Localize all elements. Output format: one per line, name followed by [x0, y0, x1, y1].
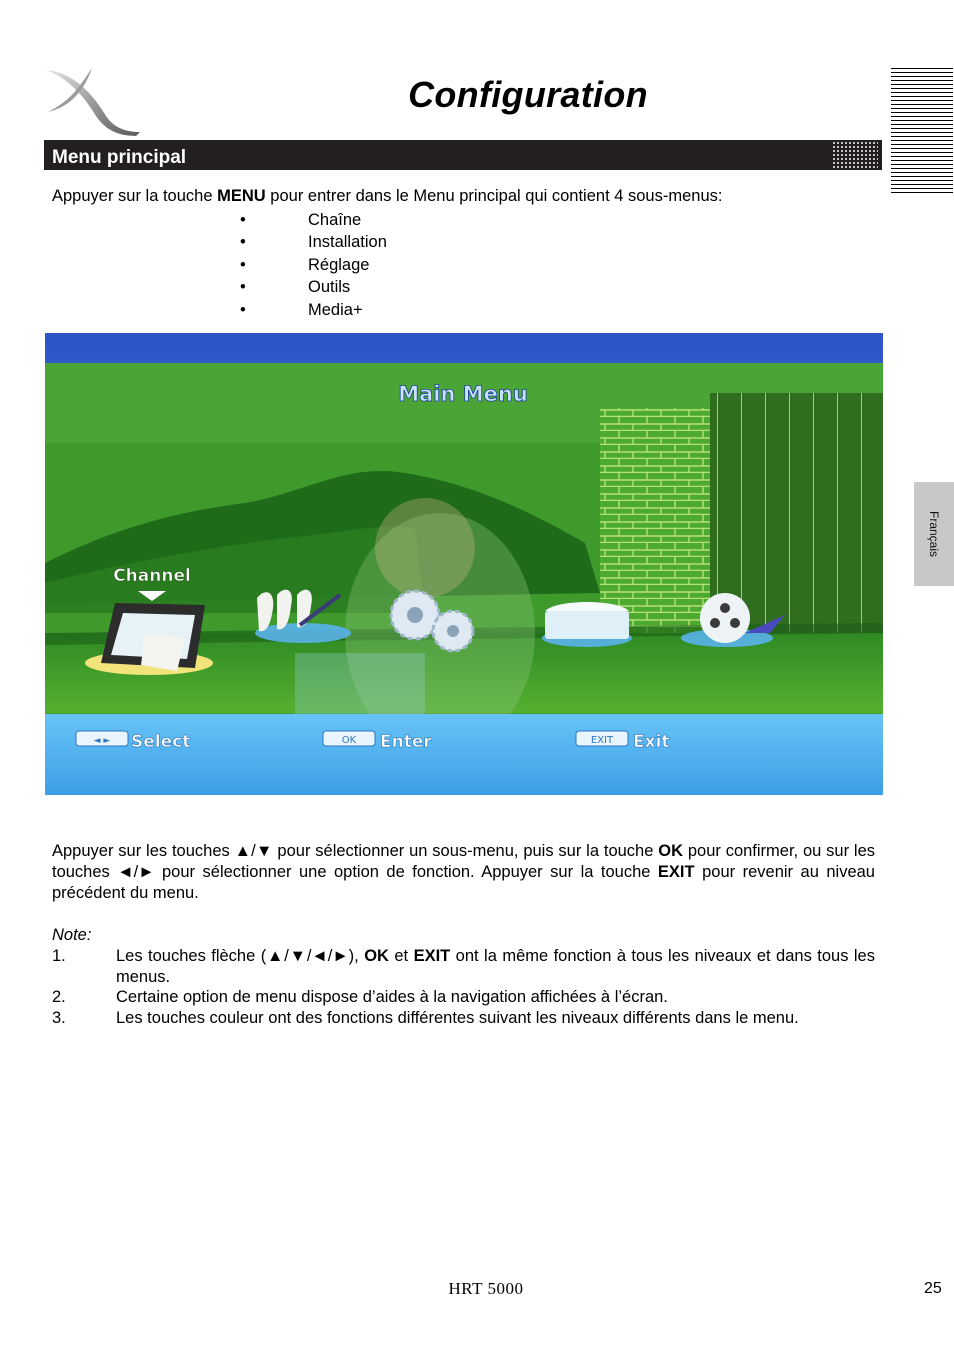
- ok-key-text: OK: [658, 842, 683, 860]
- bullet: •: [240, 211, 246, 229]
- header-stripes: [891, 68, 953, 196]
- note-label: Note:: [52, 926, 92, 944]
- intro-text: pour entrer dans le Menu principal qui contient 4 sous-menus:: [265, 187, 723, 205]
- intro-text: Appuyer sur la touche: [52, 187, 218, 205]
- note-text: [116, 946, 875, 987]
- list-item-label: Installation: [308, 233, 387, 252]
- ok-key-text: OK: [364, 947, 389, 965]
- note-number: 1.: [52, 947, 66, 965]
- note-text: Les touches couleur ont des fonctions différentes suivant les niveaux différents dans le menu.: [116, 1009, 799, 1027]
- description-text: pour revenir au niveau précédent du menu.: [52, 863, 875, 902]
- description-paragraph: [52, 841, 875, 904]
- note-text-part: ont la même fonction à tous les niveaux et dans tous les menus.: [116, 947, 875, 986]
- footer-model: HRT 5000: [448, 1279, 524, 1298]
- menu-key: MENU: [217, 187, 266, 205]
- halftone-pattern: [832, 141, 878, 169]
- section-title: Menu principal: [52, 147, 187, 168]
- bullet: •: [240, 300, 246, 319]
- exit-label: Exit: [633, 732, 670, 752]
- exit-key: EXIT: [590, 735, 614, 746]
- note-text-part: et: [388, 947, 414, 965]
- select-label: Select: [131, 732, 191, 752]
- selected-item-label: Channel: [113, 566, 191, 586]
- note-number: 3.: [52, 1009, 66, 1027]
- description-text: Appuyer sur les touches ▲/▼ pour sélectionner un sous-menu, puis sur la touche: [52, 842, 659, 860]
- bullet: •: [240, 255, 246, 274]
- toolbox-icon[interactable]: [542, 602, 632, 647]
- note-number: 2.: [52, 988, 66, 1006]
- language-tab: [914, 482, 954, 586]
- list-item-label: Media+: [308, 300, 363, 319]
- select-key: ◄ ►: [93, 736, 111, 746]
- list-item-label: Réglage: [308, 255, 370, 274]
- note-item: [52, 946, 875, 988]
- bullet: •: [240, 278, 246, 297]
- intro-paragraph: [52, 186, 882, 207]
- note-text-part: Les touches flèche (▲/▼/◄/►),: [116, 947, 365, 965]
- bullet: •: [240, 233, 246, 252]
- main-menu-screenshot: [45, 333, 883, 795]
- note-text: Certaine option de menu dispose d’aides à la navigation affichées à l’écran.: [116, 988, 668, 1006]
- page-title: Configuration: [408, 74, 648, 115]
- section-header-bar: [44, 140, 882, 170]
- description-text: pour confirmer, ou sur les touches ◄/► pour sélectionner une option de fonction. Appuyer sur la touche: [52, 842, 876, 881]
- enter-label: Enter: [380, 732, 432, 752]
- ok-key: OK: [341, 735, 357, 746]
- exit-key-text: EXIT: [657, 863, 695, 881]
- page-number: 25: [924, 1280, 942, 1297]
- language-label: Français: [927, 510, 941, 558]
- list-item-label: Outils: [308, 278, 351, 297]
- list-item-label: Chaîne: [308, 211, 362, 229]
- exit-key-text: EXIT: [413, 947, 451, 965]
- menu-title: Main Menu: [398, 382, 528, 406]
